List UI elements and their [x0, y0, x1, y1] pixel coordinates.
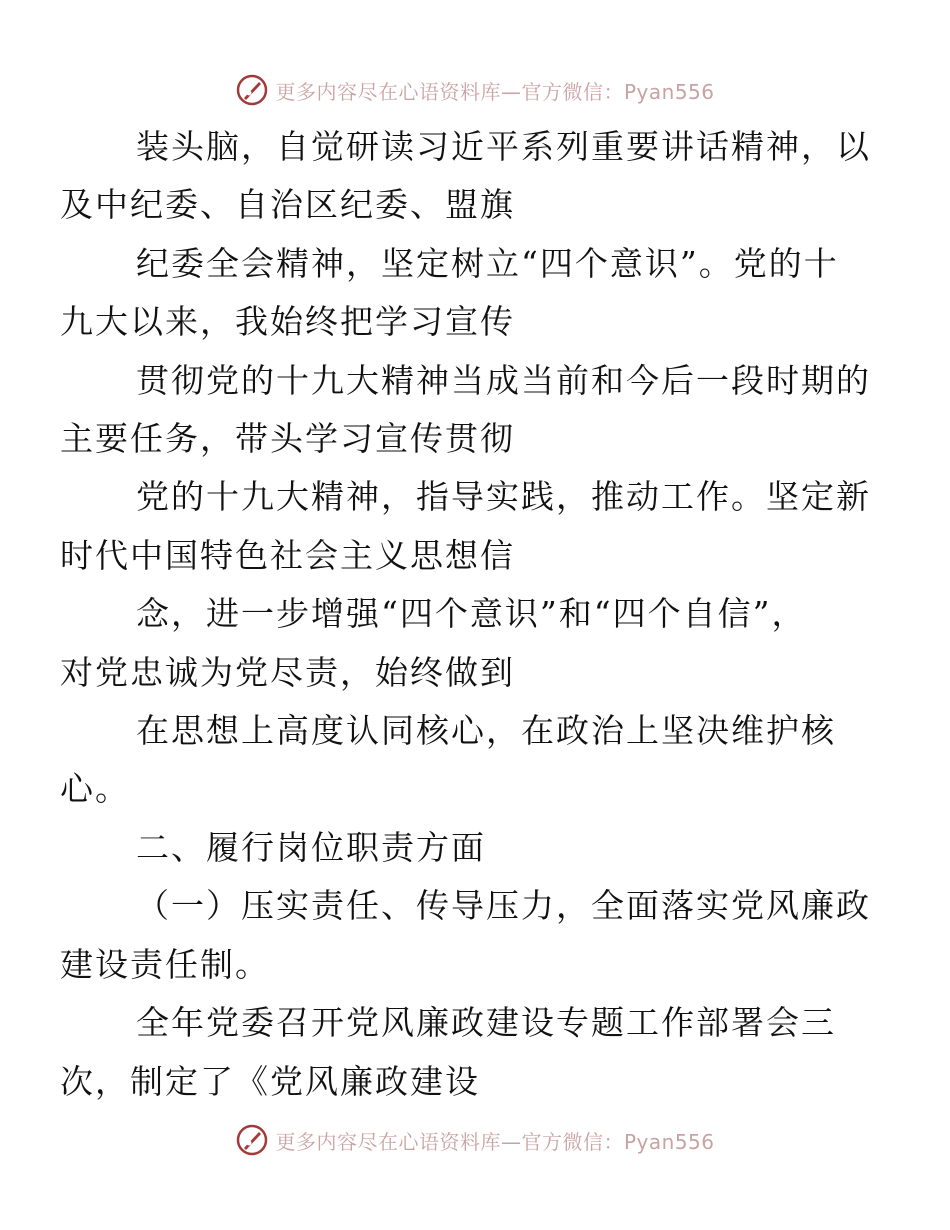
- watermark-sep: —: [500, 79, 522, 104]
- text-line: 贯彻党的十九大精神当成当前和今后一段时期的: [136, 360, 871, 400]
- text-line: 念，进一步增强“四个意识”和“四个自信”，: [136, 594, 807, 634]
- text-line: 心。: [60, 769, 130, 809]
- watermark-text: [275, 76, 714, 105]
- subsection-heading: [60, 877, 871, 994]
- text-line: 时代中国特色社会主义思想信: [60, 535, 515, 575]
- watermark-main: 更多内容尽在心语资料库: [275, 1129, 501, 1154]
- footer-watermark: [0, 1122, 950, 1158]
- paragraph: [60, 235, 858, 352]
- section-heading: [98, 819, 858, 877]
- text-line: 主要任务，带头学习宣传贯彻: [60, 419, 515, 459]
- watermark-text: [275, 1126, 714, 1155]
- watermark-id: Pyan556: [623, 1129, 715, 1154]
- text-line: 及中纪委、自治区纪委、盟旗: [60, 185, 515, 225]
- text-line: 建设责任制。: [60, 944, 270, 984]
- header-watermark: [0, 72, 950, 108]
- watermark-main: 更多内容尽在心语资料库: [275, 79, 501, 104]
- paragraph: [60, 118, 871, 235]
- watermark-id: Pyan556: [623, 79, 715, 104]
- text-line: 装头脑，自觉研读习近平系列重要讲话精神，以: [136, 127, 871, 166]
- quill-logo-icon: [235, 73, 269, 107]
- paragraph: [60, 468, 871, 585]
- text-line: 对党忠诚为党尽责，始终做到: [60, 652, 515, 692]
- text-line: 九大以来，我始终把学习宣传: [60, 302, 515, 342]
- watermark-sub: 官方微信：: [521, 79, 624, 104]
- text-line: 纪委全会精神，坚定树立“四个意识”。党的十: [136, 243, 839, 283]
- paragraph: [60, 702, 858, 819]
- watermark-sub: 官方微信：: [521, 1129, 624, 1154]
- paragraph: [60, 994, 858, 1111]
- paragraph: [60, 352, 871, 469]
- text-line: 二、履行岗位职责方面: [136, 827, 486, 867]
- watermark-sep: —: [500, 1129, 522, 1154]
- text-line: 全年党委召开党风廉政建设专题工作部署会三: [136, 1003, 836, 1043]
- quill-logo-icon: [235, 1123, 269, 1157]
- text-line: 次，制定了《党风廉政建设: [60, 1061, 480, 1101]
- body-text: [60, 118, 871, 1111]
- text-line: 在思想上高度认同核心，在政治上坚决维护核: [136, 711, 836, 751]
- paragraph: [60, 585, 858, 702]
- text-line: 党的十九大精神，指导实践，推动工作。坚定新: [136, 477, 871, 517]
- text-line: （一）压实责任、传导压力，全面落实党风廉政: [136, 886, 871, 926]
